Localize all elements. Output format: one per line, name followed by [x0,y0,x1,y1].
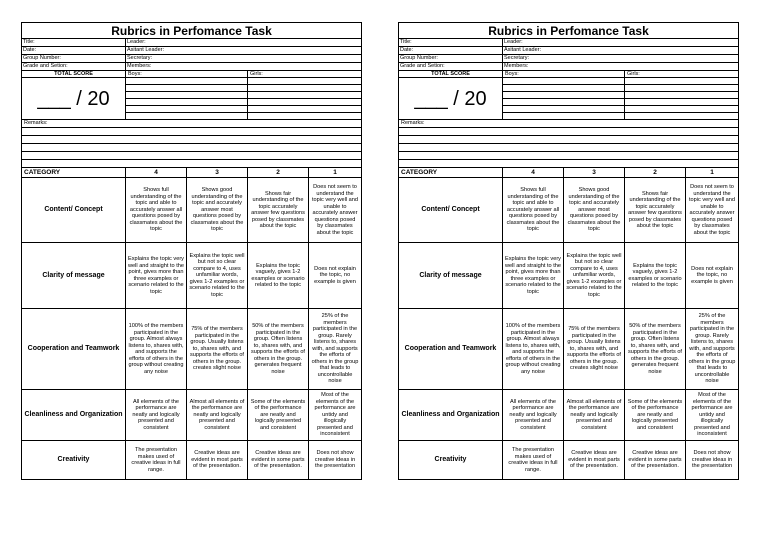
rubric-table [21,22,362,480]
girls-member-line[interactable] [248,92,362,99]
remarks-line[interactable] [22,128,362,136]
remarks-line[interactable] [399,160,739,168]
descriptor-level-3: Creative ideas are evident in most parts of the presentation. [564,441,625,480]
boys-label: Boys: [503,71,625,78]
descriptor-level-3: Shows good understanding of the topic and accurately answer most questions posed by classmates about the topic [187,178,248,243]
descriptor-level-3: Explains the topic well but not so clear compare to 4, uses unfamiliar words, gives 1-2 examples or scenario related to the topic [187,243,248,309]
descriptor-level-1: Most of the elements of the performance are untidy and illogically presented and inconsistent [686,390,739,441]
descriptor-level-2: Explains the topic vaguely, gives 1-2 examples or scenario related to the topic [625,243,686,309]
girls-label: Girls: [625,71,739,78]
remarks-line[interactable] [399,136,739,144]
descriptor-level-1: Does not show creative ideas in the presentation [309,441,362,480]
category-header: CATEGORY [22,168,126,178]
descriptor-level-2: Some of the elements of the performance are neatly and logically presented and consistent [248,390,309,441]
descriptor-level-4: All elements of the performance are neatly and logically presented and consistent [503,390,564,441]
boys-label: Boys: [126,71,248,78]
boys-member-line[interactable] [503,92,625,99]
girls-member-line[interactable] [625,113,739,120]
girls-member-line[interactable] [248,113,362,120]
girls-member-line[interactable] [248,106,362,113]
descriptor-level-1: Does not seem to understand the topic very well and unable to accurately answer questions posed by classmates about the topic [309,178,362,243]
descriptor-level-1: 25% of the members participated in the group. Rarely listens to, shares with, and supports the efforts of others in the group that leads to uncontrollable noise [309,309,362,390]
descriptor-level-3: Almost all elements of the performance are neatly and logically presented and consistent [187,390,248,441]
descriptor-level-2: Some of the elements of the performance are neatly and logically presented and consistent [625,390,686,441]
descriptor-level-4: The presentation makes used of creative ideas in full range. [503,441,564,480]
boys-member-line[interactable] [503,85,625,92]
girls-label: Girls: [248,71,362,78]
remarks-line[interactable] [399,128,739,136]
secretary-field[interactable]: Secretary: [126,55,362,63]
remarks-line[interactable] [22,160,362,168]
criterion-clarity: Clarity of message [399,243,503,309]
remarks-label: Remarks: [399,120,739,128]
descriptor-level-3: 75% of the members participated in the group. Usually listens to, shares with, and supports the efforts of others in the group. creates slight noise [187,309,248,390]
score-header-1: 1 [309,168,362,178]
descriptor-level-1: Does not explain the topic, no example is given [309,243,362,309]
girls-member-line[interactable] [248,99,362,106]
descriptor-level-1: Does not seem to understand the topic very well and unable to accurately answer questions posed by classmates about the topic [686,178,739,243]
total-score-label: TOTAL SCORE [22,71,126,78]
descriptor-level-1: Does not explain the topic, no example is given [686,243,739,309]
boys-member-line[interactable] [503,78,625,85]
descriptor-level-4: Explains the topic very well and straight to the point, gives more than three examples or scenario related to the topic [503,243,564,309]
descriptor-level-4: 100% of the members participated in the group. Almost always listens to, shares with, and supports the efforts of others in the group without creating any noise [503,309,564,390]
descriptor-level-3: 75% of the members participated in the group. Usually listens to, shares with, and supports the efforts of others in the group. creates slight noise [564,309,625,390]
descriptor-level-4: 100% of the members participated in the group. Almost always listens to, shares with, and supports the efforts of others in the group without creating any noise [126,309,187,390]
girls-member-line[interactable] [625,92,739,99]
grade-section-field[interactable]: Grade and Setion: [399,63,503,71]
descriptor-level-1: Does not show creative ideas in the presentation [686,441,739,480]
boys-member-line[interactable] [126,92,248,99]
total-score-value: ___ / 20 [22,78,126,120]
descriptor-level-3: Explains the topic well but not so clear compare to 4, uses unfamiliar words, gives 1-2 examples or scenario related to the topic [564,243,625,309]
level-3-header: 3 [187,168,248,178]
remarks-line[interactable] [22,152,362,160]
girls-member-line[interactable] [625,85,739,92]
descriptor-level-4: Shows full understanding of the topic and able to accurately answer all questions posed by classmates about the topic [503,178,564,243]
descriptor-level-1: Most of the elements of the performance are untidy and illogically presented and inconsistent [309,390,362,441]
group-number-field[interactable]: Group Number: [399,55,503,63]
criterion-clarity: Clarity of message [22,243,126,309]
descriptor-level-2: 50% of the members participated in the group. Often listens to, shares with, and supports the efforts of others in the group. generates frequent noise [625,309,686,390]
remarks-line[interactable] [22,144,362,152]
date-field[interactable]: Date: [399,47,503,55]
criterion-cooperation: Cooperation and Teamwork [399,309,503,390]
grade-section-field[interactable]: Grade and Setion: [22,63,126,71]
descriptor-level-4: The presentation makes used of creative ideas in full range. [126,441,187,480]
group-number-field[interactable]: Group Number: [22,55,126,63]
score-header-1: 1 [686,168,739,178]
remarks-line[interactable] [399,152,739,160]
rubric-title: Rubrics in Perfomance Task [22,23,362,39]
descriptor-level-2: Shows fair understanding of the topic accurately answer few questions posed by classmates about the topic [248,178,309,243]
descriptor-level-2: 50% of the members participated in the group. Often listens to, shares with, and supports the efforts of others in the group. generates frequent noise [248,309,309,390]
criterion-cleanliness: Cleanliness and Organization [399,390,503,441]
assistant-leader-field[interactable]: Asitant Leader: [126,47,362,55]
level-2-header: 2 [625,168,686,178]
rubric-table [398,22,739,480]
rubric-sheet-left [21,22,361,480]
boys-member-line[interactable] [503,99,625,106]
remarks-label: Remarks: [22,120,362,128]
descriptor-level-3: Creative ideas are evident in most parts of the presentation. [187,441,248,480]
remarks-line[interactable] [22,136,362,144]
date-field[interactable]: Date: [22,47,126,55]
boys-member-line[interactable] [126,78,248,85]
descriptor-level-3: Almost all elements of the performance are neatly and logically presented and consistent [564,390,625,441]
leader-field[interactable]: Leader: [126,39,362,47]
descriptor-level-4: All elements of the performance are neatly and logically presented and consistent [126,390,187,441]
assistant-leader-field[interactable]: Asitant Leader: [503,47,739,55]
girls-member-line[interactable] [625,99,739,106]
boys-member-line[interactable] [126,113,248,120]
criterion-cooperation: Cooperation and Teamwork [22,309,126,390]
girls-member-line[interactable] [248,85,362,92]
criterion-creativity: Creativity [399,441,503,480]
remarks-line[interactable] [399,144,739,152]
level-4-header: 4 [503,168,564,178]
rubric-title: Rubrics in Perfomance Task [399,23,739,39]
descriptor-level-3: Shows good understanding of the topic and accurately answer most questions posed by classmates about the topic [564,178,625,243]
boys-member-line[interactable] [503,113,625,120]
boys-member-line[interactable] [503,106,625,113]
descriptor-level-2: Creative ideas are evident in some parts of the presentation. [625,441,686,480]
title-field[interactable]: Title: [399,39,503,47]
girls-member-line[interactable] [625,78,739,85]
criterion-creativity: Creativity [22,441,126,480]
descriptor-level-4: Shows full understanding of the topic and able to accurately answer all questions posed by classmates about the topic [126,178,187,243]
descriptor-level-1: 25% of the members participated in the group. Rarely listens to, shares with, and supports the efforts of others in the group that leads to uncontrollable noise [686,309,739,390]
boys-member-line[interactable] [126,85,248,92]
level-4-header: 4 [126,168,187,178]
boys-member-line[interactable] [126,99,248,106]
title-field[interactable]: Title: [22,39,126,47]
total-score-value: ___ / 20 [399,78,503,120]
secretary-field[interactable]: Secretary: [503,55,739,63]
rubric-sheet-right [398,22,738,480]
boys-member-line[interactable] [126,106,248,113]
level-2-header: 2 [248,168,309,178]
descriptor-level-2: Shows fair understanding of the topic accurately answer few questions posed by classmates about the topic [625,178,686,243]
descriptor-level-2: Creative ideas are evident in some parts of the presentation. [248,441,309,480]
girls-member-line[interactable] [248,78,362,85]
girls-member-line[interactable] [625,106,739,113]
descriptor-level-2: Explains the topic vaguely, gives 1-2 examples or scenario related to the topic [248,243,309,309]
level-3-header: 3 [564,168,625,178]
leader-field[interactable]: Leader: [503,39,739,47]
criterion-content-concept: Content/ Concept [399,178,503,243]
criterion-content-concept: Content/ Concept [22,178,126,243]
category-header: CATEGORY [399,168,503,178]
total-score-label: TOTAL SCORE [399,71,503,78]
members-label: Members: [126,63,362,71]
criterion-cleanliness: Cleanliness and Organization [22,390,126,441]
descriptor-level-4: Explains the topic very well and straight to the point, gives more than three examples or scenario related to the topic [126,243,187,309]
members-label: Members: [503,63,739,71]
